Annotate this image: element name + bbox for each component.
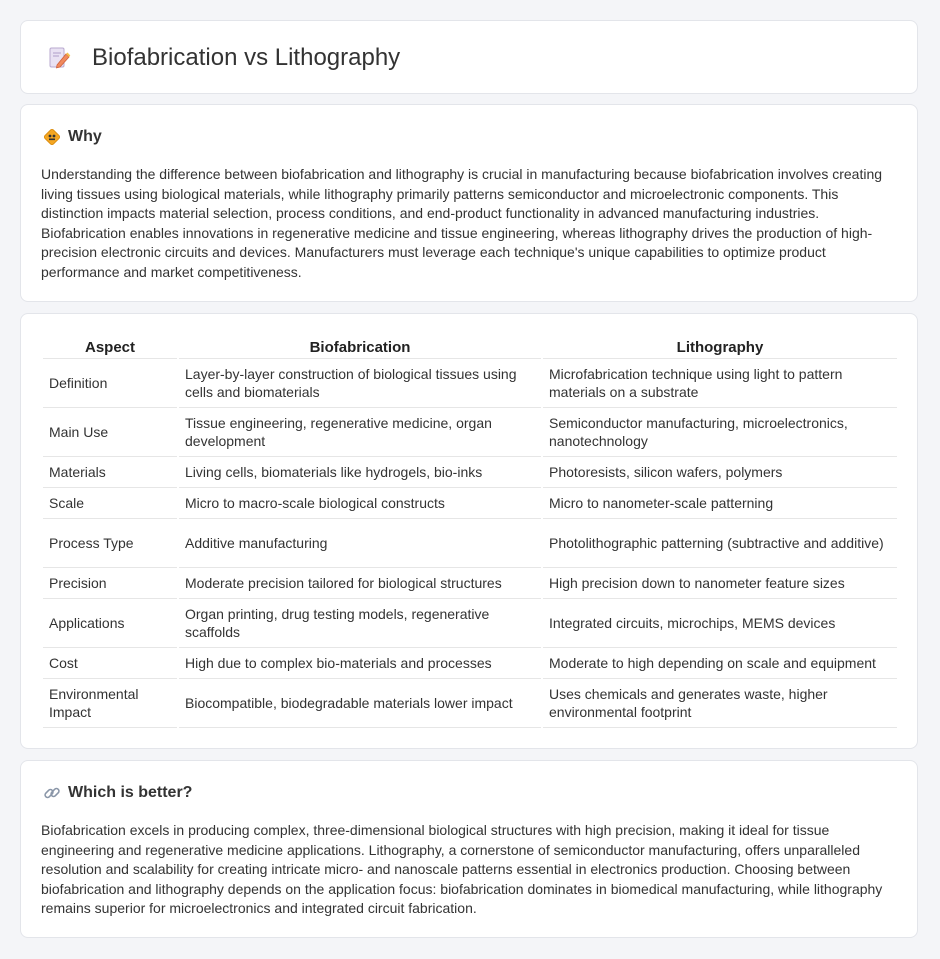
- aspect-cell: Applications: [43, 599, 177, 648]
- aspect-cell: Precision: [43, 568, 177, 599]
- diamond-sign-icon: [43, 128, 61, 146]
- aspect-cell: Materials: [43, 457, 177, 488]
- table-row: [43, 408, 897, 457]
- link-icon: [43, 784, 61, 802]
- table-row: [43, 568, 897, 599]
- comparison-table-card: [20, 313, 918, 749]
- comparison-table: [41, 336, 899, 728]
- table-row: [43, 488, 897, 519]
- table-row: [43, 679, 897, 728]
- table-row: [43, 599, 897, 648]
- column-header-biofabrication: Biofabrication: [179, 336, 541, 359]
- lithography-cell: Microfabrication technique using light to pattern materials on a substrate: [543, 359, 897, 408]
- biofabrication-cell: Micro to macro-scale biological constructs: [179, 488, 541, 519]
- table-row: [43, 359, 897, 408]
- aspect-cell: Environmental Impact: [43, 679, 177, 728]
- aspect-cell: Definition: [43, 359, 177, 408]
- why-text: Understanding the difference between biofabrication and lithography is crucial in manufacturing because biofabrication involves creating living tissues using biological materials, while lithography primarily patterns semiconductor and microelectronic components. This distinction impacts material selection, process conditions, and end-product functionality in advanced manufacturing industries. Biofabrication enables innovations in regenerative medicine and tissue engineering, whereas lithography drives the production of high-precision electronic circuits and devices. Manufacturers must leverage each technique's unique capabilities to optimize product performance and market competitiveness.: [41, 166, 883, 280]
- lithography-cell: Photolithographic patterning (subtractive and additive): [543, 519, 897, 568]
- biofabrication-cell: Living cells, biomaterials like hydrogels, bio-inks: [179, 457, 541, 488]
- table-row: [43, 457, 897, 488]
- table-row: [43, 519, 897, 568]
- aspect-cell: Cost: [43, 648, 177, 679]
- why-heading: Why: [68, 128, 102, 145]
- better-heading: Which is better?: [68, 784, 193, 801]
- header-card: [20, 20, 918, 94]
- aspect-cell: Process Type: [43, 519, 177, 568]
- biofabrication-cell: Biocompatible, biodegradable materials lower impact: [179, 679, 541, 728]
- biofabrication-cell: Organ printing, drug testing models, regenerative scaffolds: [179, 599, 541, 648]
- lithography-cell: Uses chemicals and generates waste, higher environmental footprint: [543, 679, 897, 728]
- biofabrication-cell: Additive manufacturing: [179, 519, 541, 568]
- better-text: Biofabrication excels in producing complex, three-dimensional biological structures with high precision, making it ideal for tissue engineering and regenerative medicine applications. Lithography, a cornerstone of semiconductor manufacturing, offers unparalleled resolution and scalability for creating intricate micro- and nanoscale patterns essential in electronics production. Choosing between biofabrication and lithography depends on the application focus: biofabrication dominates in biomedical manufacturing, while lithography remains superior for microelectronics and integrated circuit fabrication.: [41, 822, 883, 917]
- biofabrication-cell: Tissue engineering, regenerative medicine, organ development: [179, 408, 541, 457]
- table-header-row: [43, 336, 897, 359]
- which-is-better-section: [20, 760, 918, 938]
- column-header-lithography: Lithography: [543, 336, 897, 359]
- lithography-cell: High precision down to nanometer feature sizes: [543, 568, 897, 599]
- aspect-cell: Scale: [43, 488, 177, 519]
- aspect-cell: Main Use: [43, 408, 177, 457]
- lithography-cell: Photoresists, silicon wafers, polymers: [543, 457, 897, 488]
- lithography-cell: Micro to nanometer-scale patterning: [543, 488, 897, 519]
- page-title: Biofabrication vs Lithography: [92, 44, 401, 71]
- biofabrication-cell: Moderate precision tailored for biological structures: [179, 568, 541, 599]
- why-heading-row: [43, 126, 102, 148]
- biofabrication-cell: Layer-by-layer construction of biological tissues using cells and biomaterials: [179, 359, 541, 408]
- column-header-aspect: Aspect: [43, 336, 177, 359]
- lithography-cell: Moderate to high depending on scale and equipment: [543, 648, 897, 679]
- table-row: [43, 648, 897, 679]
- document-pencil-icon: [47, 46, 71, 70]
- better-heading-row: [43, 782, 192, 804]
- lithography-cell: Semiconductor manufacturing, microelectronics, nanotechnology: [543, 408, 897, 457]
- lithography-cell: Integrated circuits, microchips, MEMS devices: [543, 599, 897, 648]
- biofabrication-cell: High due to complex bio-materials and processes: [179, 648, 541, 679]
- why-section: [20, 104, 918, 302]
